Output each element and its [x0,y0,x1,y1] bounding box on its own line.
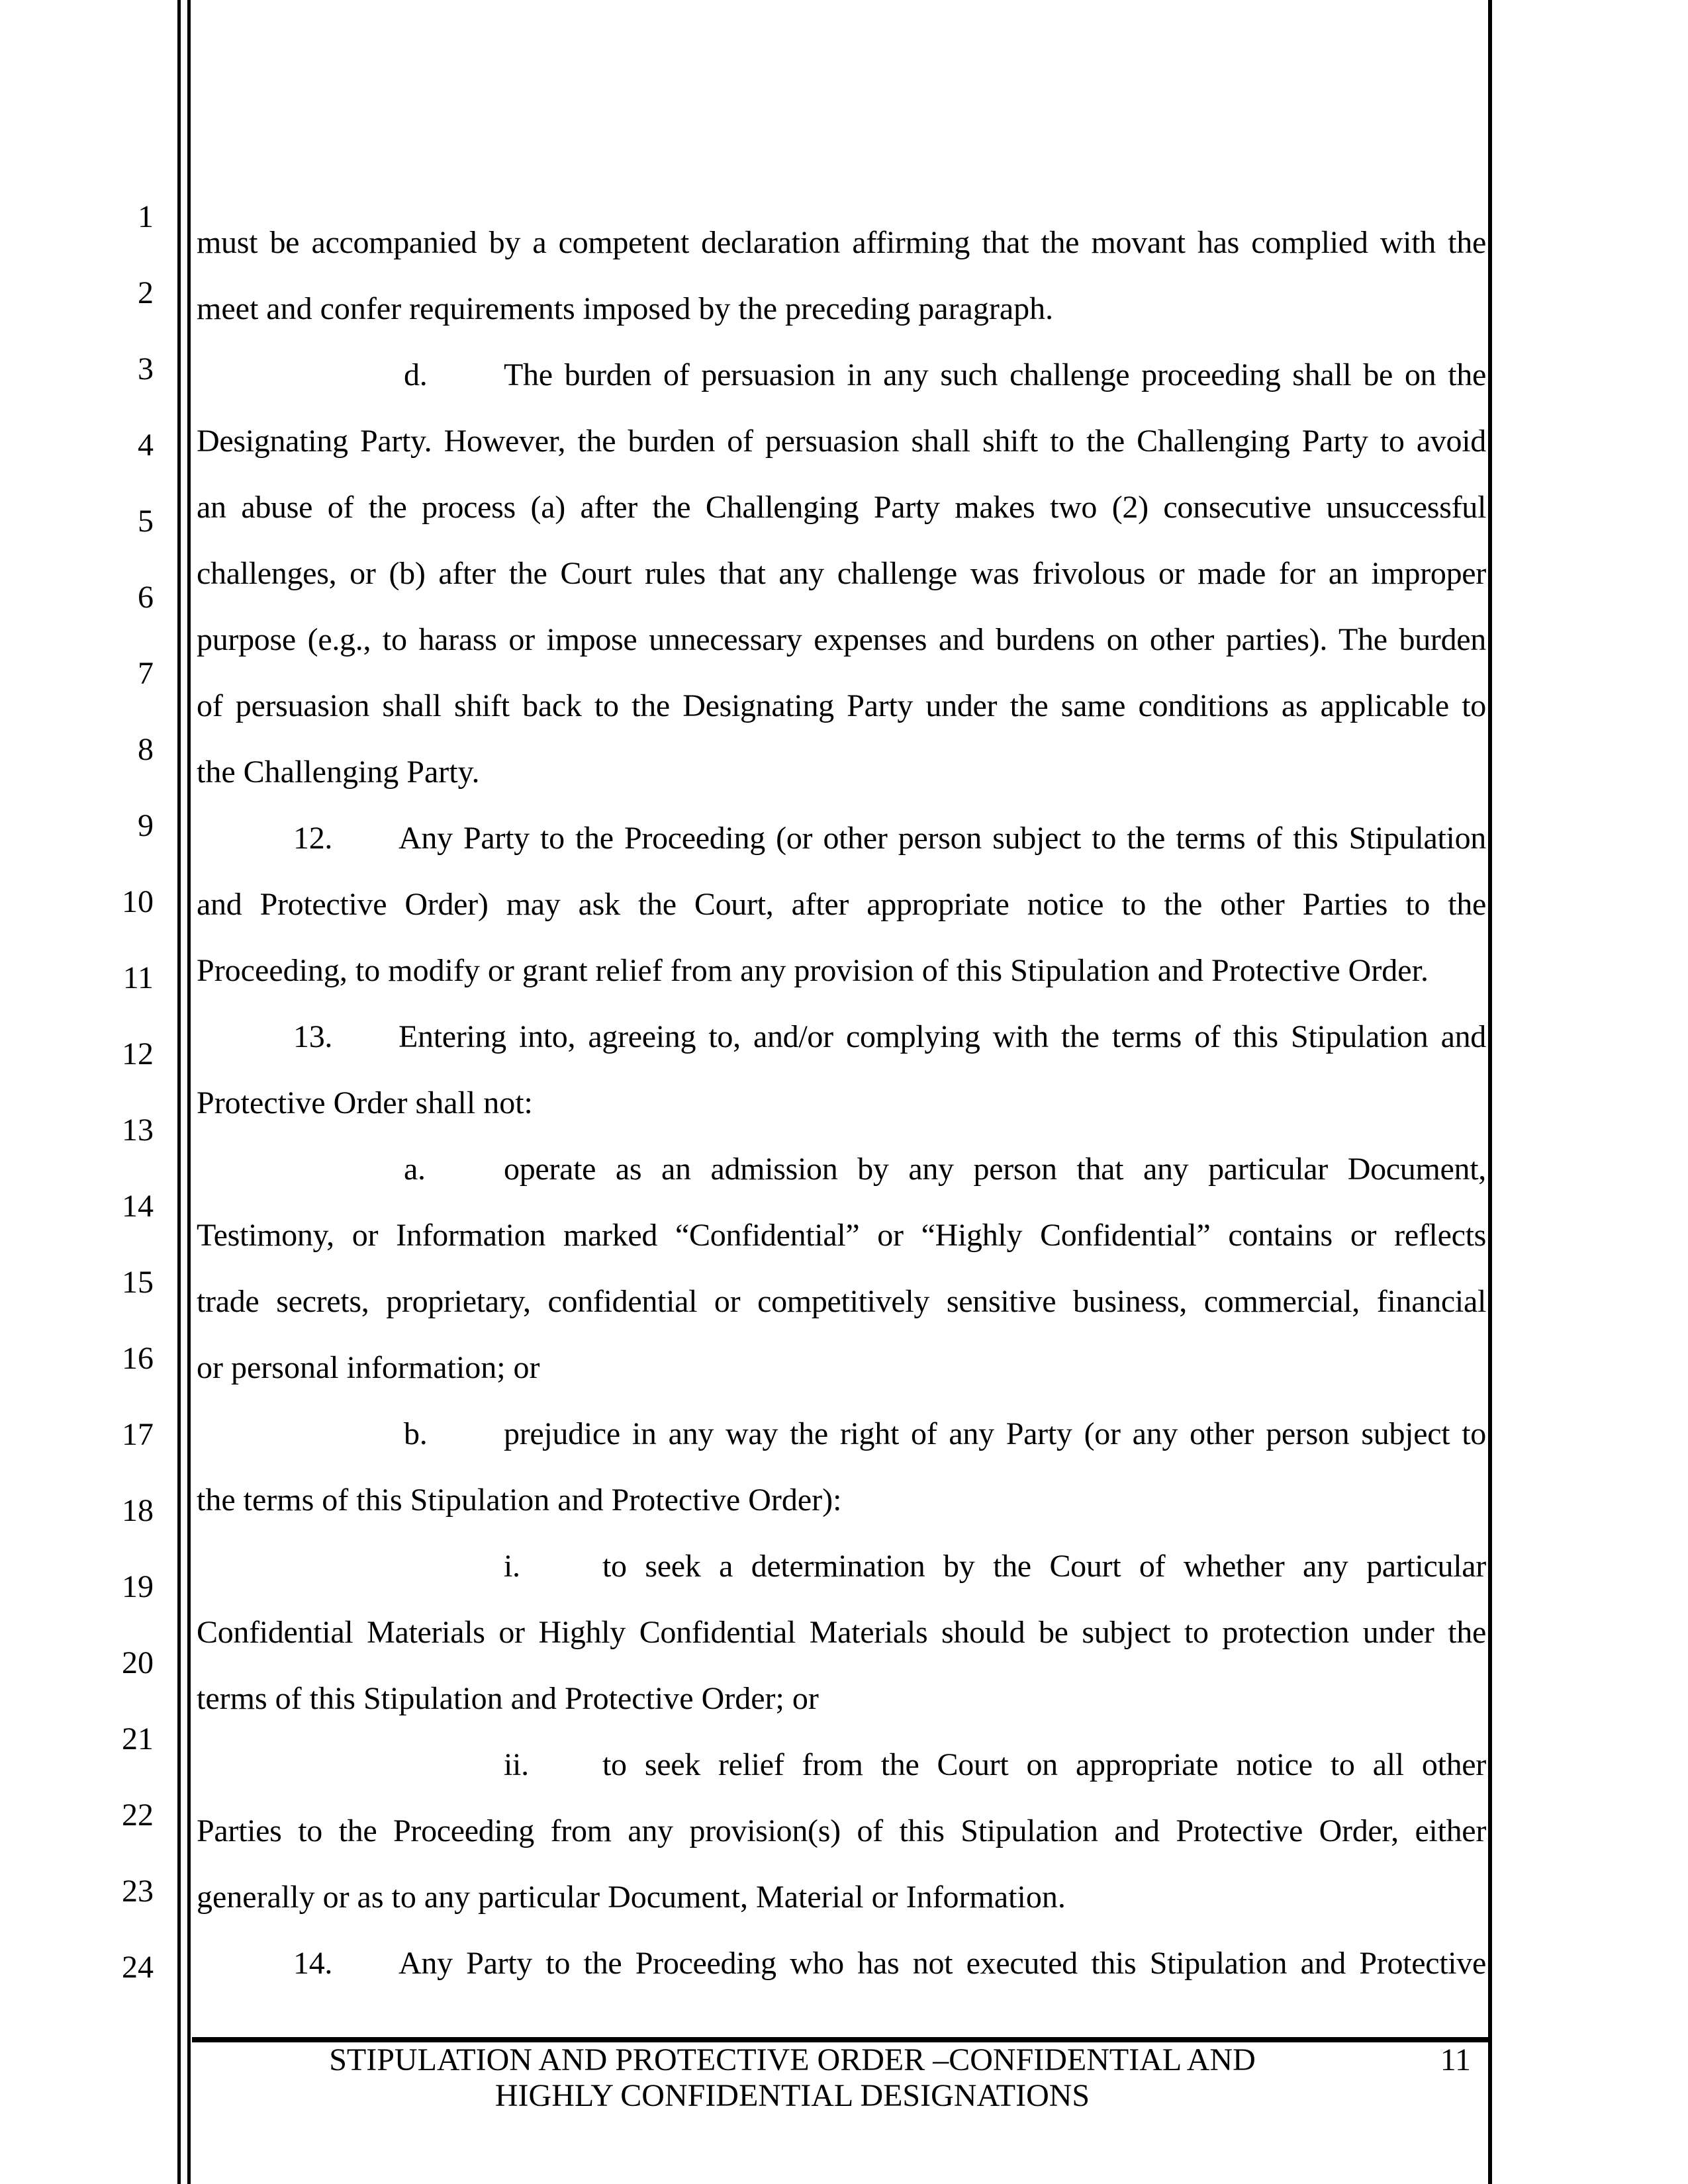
line-text: trade secrets, proprietary, confidential or competitively sensitive business, commercial, financial [197,1284,1486,1319]
footer-title-line-2: HIGHLY CONFIDENTIAL DESIGNATIONS [494,2078,1090,2113]
line-text: or personal information; or [197,1350,540,1385]
text-line [197,1070,1486,1136]
line-number: 18 [122,1493,154,1528]
line-number: 10 [122,884,154,919]
line-text: operate as an admission by any person that any particular Document, [504,1152,1486,1187]
text-line [197,872,1486,938]
line-number: 22 [122,1797,154,1833]
footer-divider-rule [192,2037,1489,2042]
paragraph-marker: ii. [504,1747,529,1782]
text-line [197,1732,1486,1798]
line-number: 3 [138,351,154,387]
line-number: 8 [138,732,154,767]
text-line [197,805,1486,872]
text-line [197,1203,1486,1269]
line-text: generally or as to any particular Document, Material or Information. [197,1880,1066,1915]
footer-title-line-1: STIPULATION AND PROTECTIVE ORDER –CONFIDENTIAL AND [329,2042,1256,2077]
line-number: 21 [122,1721,154,1756]
text-line [197,408,1486,475]
line-number: 2 [138,275,154,310]
paragraph-marker: i. [504,1549,520,1584]
text-line [197,1931,1486,1997]
footer-title-block [197,2042,1388,2114]
line-number: 17 [122,1417,154,1452]
paragraph-marker: 12. [293,821,333,856]
line-text: meet and confer requirements imposed by the preceding paragraph. [197,291,1054,326]
line-number: 13 [122,1113,154,1148]
line-number: 19 [122,1569,154,1604]
line-number: 6 [138,580,154,615]
page-number: 11 [1440,2042,1471,2077]
line-number: 1 [138,199,154,234]
text-line [197,1269,1486,1335]
text-line [197,673,1486,739]
line-text: Any Party to the Proceeding (or other person subject to the terms of this Stipulation [399,821,1486,856]
line-number: 14 [122,1189,154,1224]
line-text: must be accompanied by a competent declaration affirming that the movant has complied with the [197,225,1486,260]
line-number: 16 [122,1341,154,1376]
line-text: Entering into, agreeing to, and/or complying with the terms of this Stipulation and [399,1019,1486,1054]
text-line [197,541,1486,607]
paragraph-marker: a. [404,1152,426,1187]
line-text: Protective Order shall not: [197,1085,533,1120]
text-line [197,1798,1486,1864]
text-line [197,342,1486,408]
line-text: Confidential Materials or Highly Confidential Materials should be subject to protection under the [197,1615,1486,1650]
line-text: and Protective Order) may ask the Court, after appropriate notice to the other Parties to the [197,887,1486,922]
text-line [197,1467,1486,1533]
body-text-column [197,210,1486,1997]
line-number: 5 [138,504,154,539]
text-line [197,1136,1486,1203]
line-text: the Challenging Party. [197,754,480,790]
line-text: the terms of this Stipulation and Protective Order): [197,1482,842,1518]
line-text: Testimony, or Information marked “Confidential” or “Highly Confidential” contains or reflects [197,1218,1486,1253]
text-line [197,276,1486,342]
line-text: prejudice in any way the right of any Party (or any other person subject to [504,1416,1486,1451]
left-margin-rule-outer [177,0,181,2184]
text-line [197,1864,1486,1931]
line-number: 11 [122,960,154,995]
line-number: 20 [122,1645,154,1680]
line-text: Proceeding, to modify or grant relief from any provision of this Stipulation and Protective Order. [197,953,1429,988]
text-line [197,1600,1486,1666]
text-line [197,607,1486,673]
line-number-column [0,179,154,2005]
right-margin-rule [1488,0,1492,2184]
paragraph-marker: b. [404,1416,428,1451]
line-text: The burden of persuasion in any such challenge proceeding shall be on the [504,357,1486,392]
line-text: an abuse of the process (a) after the Challenging Party makes two (2) consecutive unsuccessful [197,490,1486,525]
text-line [197,1533,1486,1600]
text-line [197,1004,1486,1070]
line-text: challenges, or (b) after the Court rules that any challenge was frivolous or made for an improper [197,556,1486,591]
line-text: to seek a determination by the Court of whether any particular [602,1549,1486,1584]
line-text: Designating Party. However, the burden of persuasion shall shift to the Challenging Party to avoid [197,424,1486,459]
text-line [197,938,1486,1004]
line-number: 24 [122,1950,154,1985]
line-text: of persuasion shall shift back to the Designating Party under the same conditions as applicable to [197,688,1486,723]
line-number: 23 [122,1874,154,1909]
line-text: purpose (e.g., to harass or impose unnecessary expenses and burdens on other parties). The burden [197,622,1486,657]
line-text: Any Party to the Proceeding who has not executed this Stipulation and Protective [399,1946,1486,1981]
line-number: 4 [138,428,154,463]
text-line [197,1666,1486,1732]
paragraph-marker: 13. [293,1019,333,1054]
line-number: 12 [122,1036,154,1071]
line-text: to seek relief from the Court on appropriate notice to all other [602,1747,1486,1782]
text-line [197,739,1486,805]
line-text: Parties to the Proceeding from any provision(s) of this Stipulation and Protective Order, either [197,1813,1486,1848]
paragraph-marker: d. [404,357,428,392]
line-number: 7 [138,656,154,691]
line-number: 15 [122,1265,154,1300]
text-line [197,1335,1486,1401]
left-margin-rule-inner [187,0,191,2184]
text-line [197,210,1486,276]
text-line [197,475,1486,541]
line-number: 9 [138,808,154,843]
text-line [197,1401,1486,1467]
line-text: terms of this Stipulation and Protective Order; or [197,1681,819,1716]
paragraph-marker: 14. [293,1946,333,1981]
